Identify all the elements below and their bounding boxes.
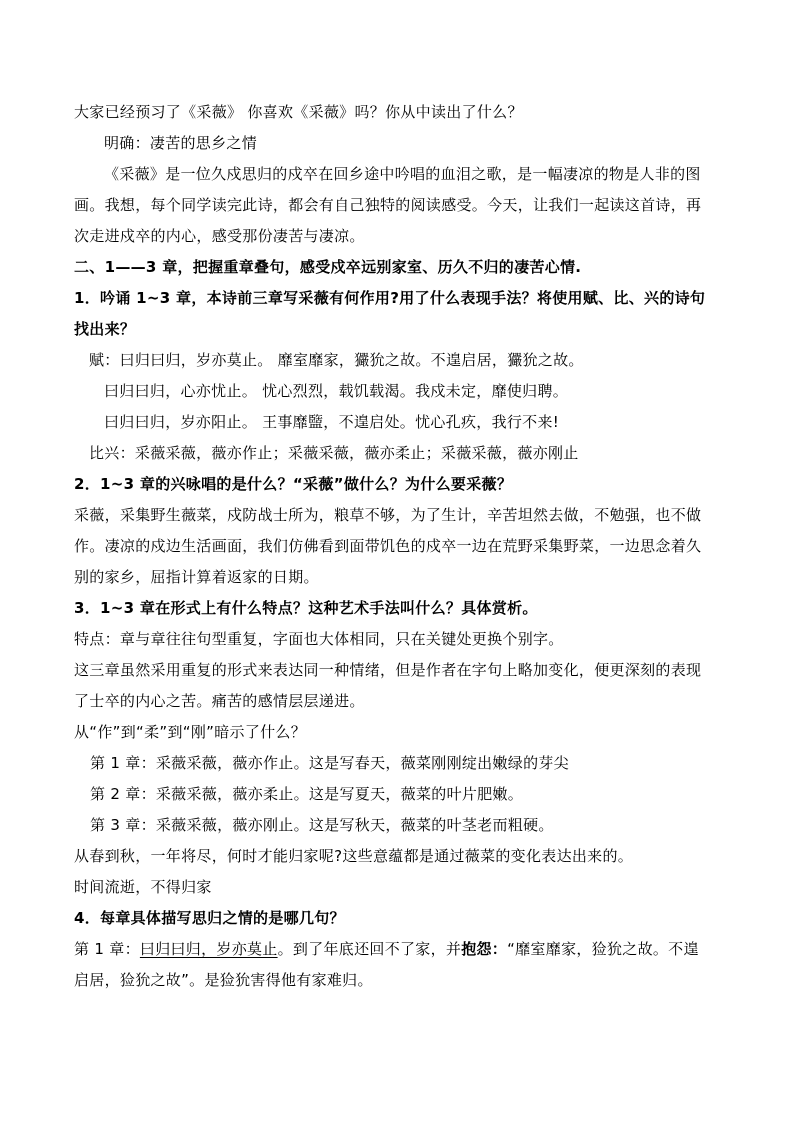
question-1: 1．吟诵 1~3 章，本诗前三章写采薇有何作用?用了什么表现手法？将使用赋、比、兴的诗句 (74, 289, 706, 307)
chapter-line: 第 3 章：采薇采薇，薇亦刚止。这是写秋天，薇菜的叶茎老而粗硬。 (90, 816, 554, 834)
paragraph-line: 次走进戍卒的内心，感受那份凄苦与凄凉。 (74, 227, 365, 245)
question-4: 4．每章具体描写思归之情的是哪几句？ (74, 909, 345, 927)
paragraph-line: 《采薇》是一位久戍思归的戍卒在回乡途中吟唱的血泪之歌，是一幅凄凉的物是人非的图 (104, 165, 701, 183)
underlined-verse: 曰归曰归，岁亦莫止 (139, 940, 278, 958)
section-heading: 二、1——3 章，把握重章叠句，感受戍卒远别家室、历久不归的凄苦心情. (74, 258, 582, 276)
fu-line: 曰归曰归，心亦忧止。 忧心烈烈，载饥载渴。我戍未定，靡使归聘。 (104, 382, 569, 400)
chapter-1-answer-cont: 启居，猃狁之故”。是猃狁害得他有家难归。 (74, 971, 373, 989)
answer-text: “靡室靡家，猃狁之故。不遑 (507, 940, 699, 958)
answer-line: 时间流逝，不得归家 (74, 878, 212, 896)
chapter-line: 第 1 章：采薇采薇，薇亦作止。这是写春天，薇菜刚刚绽出嫩绿的芽尖 (90, 754, 569, 772)
chapter-1-answer (74, 934, 720, 965)
answer-line: 了士卒的内心之苦。痛苦的感情层层递进。 (74, 692, 365, 710)
chapter-prefix: 第 1 章： (74, 940, 140, 958)
paragraph-line: 画。我想，每个同学读完此诗，都会有自己独特的阅读感受。今天，让我们一起读这首诗，再 (74, 196, 702, 214)
answer-text: 。到了年底还回不了家，并 (277, 940, 462, 958)
answer-line: 别的家乡，屈指计算着返家的日期。 (74, 568, 319, 586)
clarify-line: 明确：凄苦的思乡之情 (104, 134, 258, 152)
feature-line: 特点：章与章往往句型重复，字面也大体相同，只在关键处更换个别字。 (74, 630, 564, 648)
answer-line: 从春到秋，一年将尽，何时才能归家呢?这些意蕴都是通过薇菜的变化表达出来的。 (74, 847, 634, 865)
bixing-line: 比兴：采薇采薇，薇亦作止；采薇采薇，薇亦柔止；采薇采薇，薇亦刚止 (89, 444, 579, 462)
question-3: 3．1~3 章在形式上有什么特点？这种艺术手法叫什么？具体赏析。 (74, 599, 538, 617)
chapter-line: 第 2 章：采薇采薇，薇亦柔止。这是写夏天，薇菜的叶片肥嫩。 (90, 785, 524, 803)
question-1-cont: 找出来？ (74, 320, 136, 338)
answer-line: 采薇，采集野生薇菜，戍防战士所为，粮草不够，为了生计，辛苦坦然去做，不勉强，也不做 (74, 506, 702, 524)
answer-line: 这三章虽然采用重复的形式来表达同一种情绪，但是作者在字句上略加变化，便更深刻的表现 (74, 661, 702, 679)
question-2: 2．1~3 章的兴咏唱的是什么？“采薇”做什么？为什么要采薇？ (74, 475, 513, 493)
answer-line: 作。凄凉的戍边生活画面，我们仿佛看到面带饥色的戍卒一边在荒野采集野菜，一边思念着久 (74, 537, 702, 555)
fu-line: 曰归曰归，岁亦阳止。 王事靡盬，不遑启处。忧心孔疚，我行不来! (104, 413, 560, 431)
intro-question: 大家已经预习了《采薇》 你喜欢《采薇》吗？你从中读出了什么？ (74, 103, 523, 121)
sub-question: 从“作”到“柔”到“刚”暗示了什么？ (74, 723, 307, 741)
bold-keyword: 抱怨： (461, 940, 508, 958)
document-body (74, 97, 720, 996)
fu-line: 赋：曰归曰归，岁亦莫止。 靡室靡家，玁狁之故。不遑启居，玁狁之故。 (89, 351, 584, 369)
